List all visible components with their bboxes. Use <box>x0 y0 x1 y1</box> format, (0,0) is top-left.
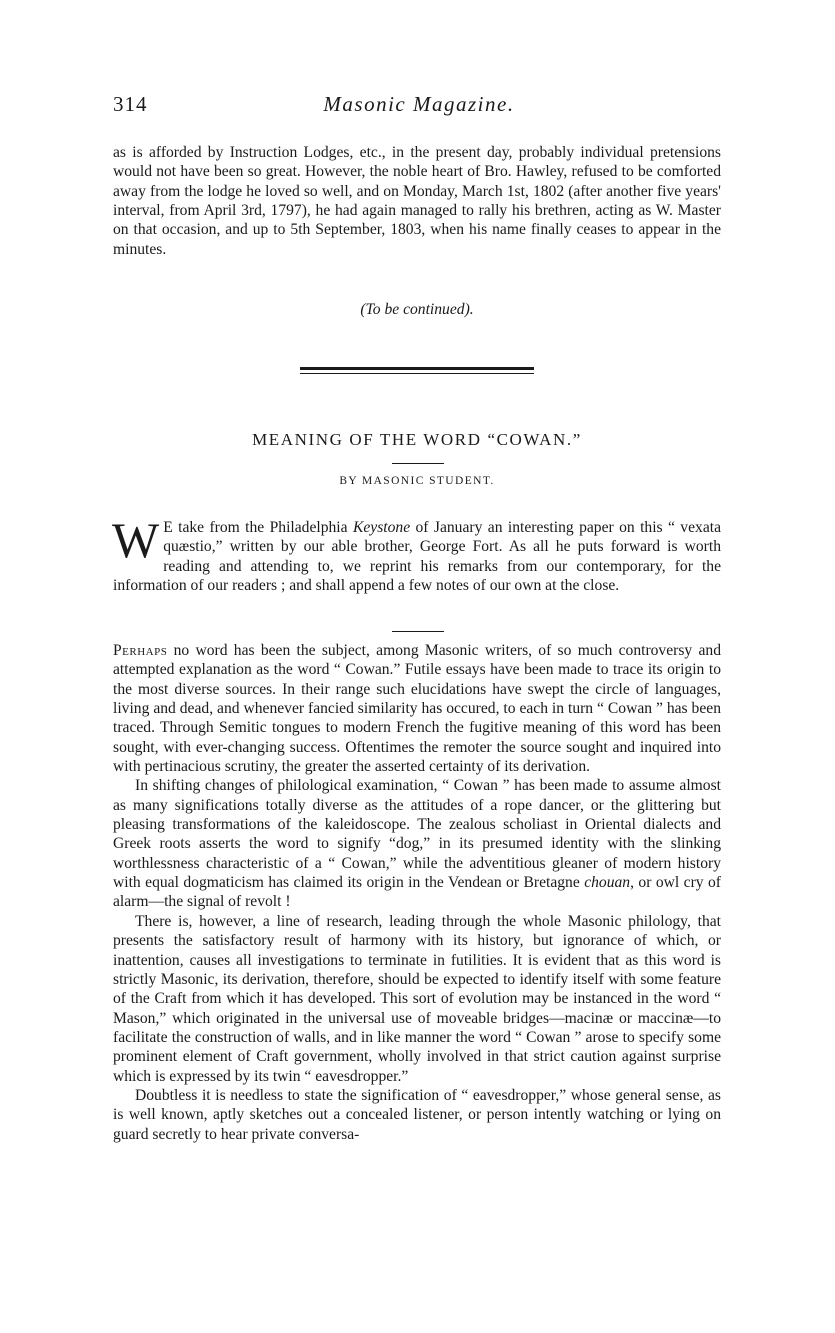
intro-text-2: of January an interesting paper on this “ vexata quæstio,” written by our able brother, George Fort. As all he puts forward is worth reading and attending to, we reprint his remarks from our contemporary, for the information of our readers ; and shall append a few notes of our own at the close. <box>113 519 721 595</box>
intro-rule <box>392 631 444 632</box>
essay-body <box>113 641 721 1144</box>
paragraph-2-text-2: , or owl cry of alarm—the signal of revolt ! <box>113 874 721 911</box>
closing-paragraph: as is afforded by Instruction Lodges, etc., in the present day, probably individual pretensions would not have been so great. However, the noble heart of Bro. Hawley, refused to be comforted away from the lodge he loved so well, and on Monday, March 1st, 1802 (after another five years' interval, from April 3rd, 1797), he had again managed to rally his brethren, acting as W. Master on that occasion, and up to 5th September, 1803, when his name finally ceases to appear in the minutes. <box>113 144 721 258</box>
section-divider <box>300 367 534 374</box>
essay-paragraph-4: Doubtless it is needless to state the signification of “ eavesdropper,” whose general sense, as is well known, aptly sketches out a concealed listener, or person intently watching or lying on guard secretly to hear private conversa- <box>113 1086 721 1143</box>
keystone-title: Keystone <box>352 519 411 536</box>
drop-cap: W <box>112 512 160 568</box>
essay-paragraph-3: There is, however, a line of research, leading through the whole Masonic philology, that presents the satisfactory result of harmony with its history, but ignorance of which, or inattention, causes all investigations to terminate in futilities. It is evident that as this word is strictly Masonic, its derivation, therefore, should be expected to identify itself with some feature of the Craft from which it has developed. This sort of evolution may be instanced in the word “ Mason,” which originated in the universal use of moveable bridges—macinæ or maccinæ—to facilitate the construction of walls, and in like manner the word “ Cowan ” arose to specify some prominent element of Craft government, wholly involved in that strict caution against surprise which is expressed by its twin “ eavesdropper.” <box>113 912 721 1085</box>
essay-paragraph-2 <box>113 776 721 911</box>
paragraph-2-text-1: In shifting changes of philological examination, “ Cowan ” has been made to assume almost as many significations totally diverse as the attitudes of a rope dancer, or the glittering but pleasing transformations of the kaleidoscope. The zealous scholiast in Oriental dialects and Greek roots asserts the word to signify “dog,” in its presumed identity with the slinking worthlessness characteristic of a “ Cowan,” while the adventitious gleaner of modern history with equal dogmaticism has claimed its origin in the Vendean or Bretagne <box>113 777 721 892</box>
essay-paragraph-1 <box>113 641 721 776</box>
paragraph-1-text: no word has been the subject, among Masonic writers, of so much controversy and attempted explanation as the word “ Cowan.” Futile essays have been made to trace its origin to the most diverse sources. In their range such elucidations have swept the circle of languages, living and dead, and whenever fancied similarity has occured, to each in turn “ Cowan ” has been traced. Through Semitic tongues to modern French the fugitive meaning of this word has been sought, with ever-changing success. Oftentimes the remoter the source sought and inquired into with pertinacious scrutiny, the greater the asserted certainty of its derivation. <box>113 642 721 776</box>
chouan-word: chouan <box>584 874 631 892</box>
running-title: Masonic Magazine. <box>323 92 515 116</box>
article-byline: BY MASONIC STUDENT. <box>339 475 495 487</box>
intro-text-1: E take from the Philadelphia <box>163 519 353 536</box>
opening-word: Perhaps <box>113 642 168 659</box>
title-rule <box>392 463 444 464</box>
page-number: 314 <box>113 92 148 116</box>
article-title: MEANING OF THE WORD “COWAN.” <box>252 430 582 449</box>
continued-note: (To be continued). <box>360 301 474 318</box>
intro-paragraph <box>112 512 721 595</box>
previous-article-ending <box>113 143 721 259</box>
editorial-intro <box>112 512 721 595</box>
page-header <box>113 92 725 122</box>
